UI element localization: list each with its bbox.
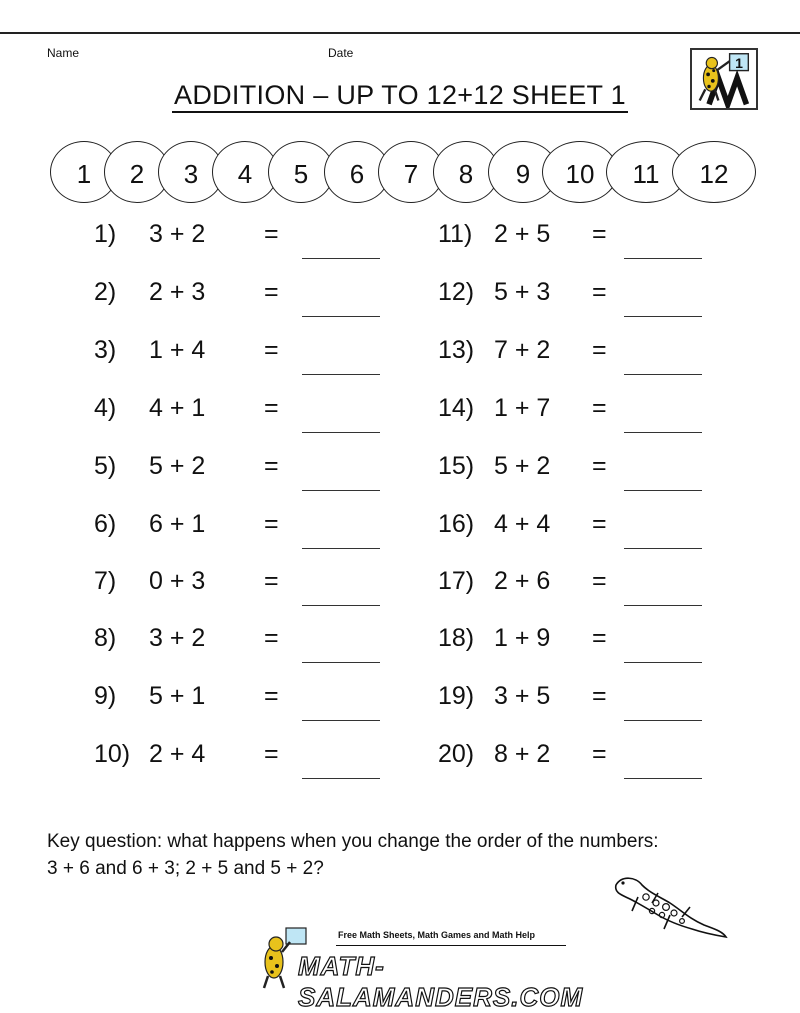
answer-blank[interactable] bbox=[624, 662, 702, 663]
question-16 bbox=[438, 510, 738, 550]
answer-blank[interactable] bbox=[302, 662, 380, 663]
badge-number: 1 bbox=[735, 54, 743, 71]
number-bubble: 6 bbox=[324, 141, 390, 203]
question-12 bbox=[438, 278, 738, 318]
question-19 bbox=[438, 682, 738, 722]
equals-sign: = bbox=[264, 278, 279, 306]
question-6 bbox=[94, 510, 394, 550]
question-expression: 8 + 2 bbox=[494, 740, 551, 768]
answer-blank[interactable] bbox=[302, 778, 380, 779]
answer-blank[interactable] bbox=[624, 778, 702, 779]
key-question-line-1: Key question: what happens when you change the order of the numbers: bbox=[47, 831, 659, 852]
footer-site-name[interactable]: MATH-SALAMANDERS.COM bbox=[298, 951, 584, 1012]
name-label: Name bbox=[47, 46, 80, 60]
footer-rule bbox=[336, 945, 566, 946]
top-rule bbox=[0, 32, 800, 34]
question-expression: 2 + 3 bbox=[149, 278, 206, 306]
question-13 bbox=[438, 336, 738, 376]
question-number: 11) bbox=[438, 220, 473, 248]
question-number: 3) bbox=[94, 336, 117, 364]
question-number: 2) bbox=[94, 278, 117, 306]
question-expression: 4 + 1 bbox=[149, 394, 206, 422]
question-8 bbox=[94, 624, 394, 664]
question-number: 1) bbox=[94, 220, 117, 248]
equals-sign: = bbox=[264, 220, 279, 248]
question-number: 6) bbox=[94, 510, 117, 538]
question-expression: 2 + 4 bbox=[149, 740, 206, 768]
answer-blank[interactable] bbox=[302, 374, 380, 375]
number-bubble: 1 bbox=[50, 141, 118, 203]
equals-sign: = bbox=[264, 624, 279, 652]
equals-sign: = bbox=[592, 452, 607, 480]
page-title bbox=[0, 80, 800, 111]
footer-tagline: Free Math Sheets, Math Games and Math Help bbox=[338, 930, 536, 940]
equals-sign: = bbox=[264, 740, 279, 768]
footer-logo bbox=[258, 924, 584, 1012]
number-bubble: 3 bbox=[158, 141, 224, 203]
question-expression: 0 + 3 bbox=[149, 567, 206, 595]
equals-sign: = bbox=[264, 452, 279, 480]
question-expression: 3 + 2 bbox=[149, 220, 206, 248]
question-number: 12) bbox=[438, 278, 475, 306]
question-14 bbox=[438, 394, 738, 434]
equals-sign: = bbox=[264, 682, 279, 710]
question-expression: 1 + 9 bbox=[494, 624, 551, 652]
answer-blank[interactable] bbox=[302, 316, 380, 317]
question-number: 13) bbox=[438, 336, 475, 364]
question-number: 14) bbox=[438, 394, 475, 422]
question-17 bbox=[438, 567, 738, 607]
question-expression: 1 + 4 bbox=[149, 336, 206, 364]
question-number: 7) bbox=[94, 567, 117, 595]
equals-sign: = bbox=[264, 510, 279, 538]
answer-blank[interactable] bbox=[624, 720, 702, 721]
page-title-text: ADDITION – UP TO 12+12 SHEET 1 bbox=[172, 80, 628, 113]
question-expression: 5 + 3 bbox=[494, 278, 551, 306]
equals-sign: = bbox=[592, 220, 607, 248]
question-1 bbox=[94, 220, 394, 260]
question-9 bbox=[94, 682, 394, 722]
answer-blank[interactable] bbox=[624, 316, 702, 317]
answer-blank[interactable] bbox=[302, 720, 380, 721]
number-bubble: 12 bbox=[672, 141, 756, 203]
question-10 bbox=[94, 740, 394, 780]
number-bubble: 7 bbox=[378, 141, 444, 203]
question-expression: 2 + 6 bbox=[494, 567, 551, 595]
question-expression: 1 + 7 bbox=[494, 394, 551, 422]
equals-sign: = bbox=[592, 567, 607, 595]
answer-blank[interactable] bbox=[624, 432, 702, 433]
number-bubble: 2 bbox=[104, 141, 170, 203]
equals-sign: = bbox=[592, 624, 607, 652]
answer-blank[interactable] bbox=[624, 490, 702, 491]
question-number: 8) bbox=[94, 624, 117, 652]
question-number: 5) bbox=[94, 452, 117, 480]
answer-blank[interactable] bbox=[302, 432, 380, 433]
question-number: 18) bbox=[438, 624, 475, 652]
answer-blank[interactable] bbox=[624, 605, 702, 606]
question-expression: 5 + 1 bbox=[149, 682, 206, 710]
question-4 bbox=[94, 394, 394, 434]
number-line bbox=[50, 141, 756, 203]
number-bubble: 10 bbox=[542, 141, 618, 203]
question-15 bbox=[438, 452, 738, 492]
equals-sign: = bbox=[592, 510, 607, 538]
key-question-line-2: 3 + 6 and 6 + 3; 2 + 5 and 5 + 2? bbox=[47, 858, 324, 879]
question-number: 20) bbox=[438, 740, 475, 768]
equals-sign: = bbox=[264, 336, 279, 364]
question-expression: 5 + 2 bbox=[494, 452, 551, 480]
date-label: Date bbox=[328, 46, 354, 60]
question-number: 16) bbox=[438, 510, 475, 538]
question-number: 10) bbox=[94, 740, 131, 768]
equals-sign: = bbox=[592, 394, 607, 422]
answer-blank[interactable] bbox=[624, 258, 702, 259]
question-number: 4) bbox=[94, 394, 117, 422]
question-expression: 3 + 2 bbox=[149, 624, 206, 652]
answer-blank[interactable] bbox=[302, 490, 380, 491]
equals-sign: = bbox=[264, 394, 279, 422]
question-number: 19) bbox=[438, 682, 475, 710]
answer-blank[interactable] bbox=[302, 548, 380, 549]
question-expression: 3 + 5 bbox=[494, 682, 551, 710]
equals-sign: = bbox=[592, 740, 607, 768]
question-20 bbox=[438, 740, 738, 780]
equals-sign: = bbox=[592, 336, 607, 364]
number-bubble: 9 bbox=[488, 141, 558, 203]
question-expression: 4 + 4 bbox=[494, 510, 551, 538]
question-11 bbox=[438, 220, 738, 260]
question-expression: 2 + 5 bbox=[494, 220, 551, 248]
question-3 bbox=[94, 336, 394, 376]
question-number: 9) bbox=[94, 682, 117, 710]
answer-blank[interactable] bbox=[624, 548, 702, 549]
question-18 bbox=[438, 624, 738, 664]
number-bubble: 11 bbox=[606, 141, 686, 203]
question-5 bbox=[94, 452, 394, 492]
equals-sign: = bbox=[592, 278, 607, 306]
question-expression: 5 + 2 bbox=[149, 452, 206, 480]
answer-blank[interactable] bbox=[302, 605, 380, 606]
number-bubble: 8 bbox=[433, 141, 499, 203]
equals-sign: = bbox=[264, 567, 279, 595]
question-expression: 7 + 2 bbox=[494, 336, 551, 364]
question-number: 15) bbox=[438, 452, 475, 480]
question-7 bbox=[94, 567, 394, 607]
question-2 bbox=[94, 278, 394, 318]
answer-blank[interactable] bbox=[624, 374, 702, 375]
number-bubble: 5 bbox=[268, 141, 334, 203]
question-expression: 6 + 1 bbox=[149, 510, 206, 538]
equals-sign: = bbox=[592, 682, 607, 710]
salamander-icon bbox=[608, 867, 728, 947]
question-number: 17) bbox=[438, 567, 475, 595]
answer-blank[interactable] bbox=[302, 258, 380, 259]
number-bubble: 4 bbox=[212, 141, 278, 203]
